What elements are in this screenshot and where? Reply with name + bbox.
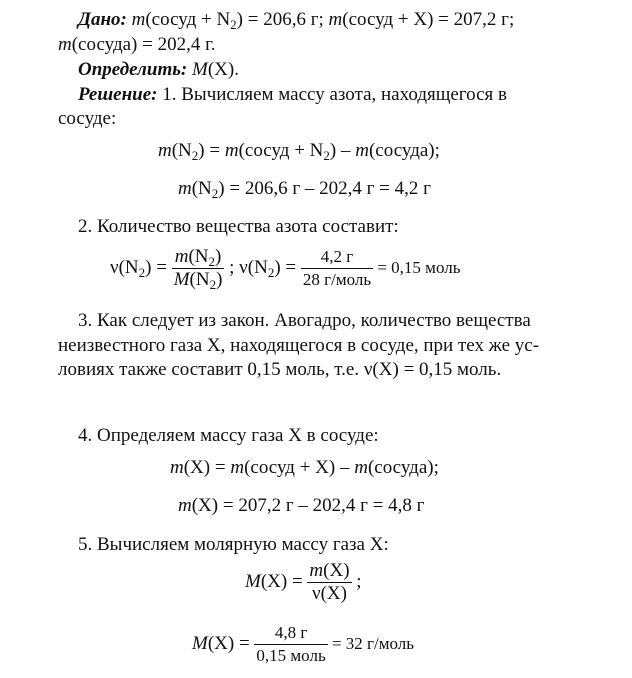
var-M: M (245, 570, 261, 592)
text: 4. Определяем массу газа X в сосуде: (78, 425, 379, 446)
result: = 0,15 моль (373, 257, 461, 277)
given-line-2 (58, 33, 216, 57)
fraction-values (254, 622, 327, 667)
text: (N (189, 269, 210, 290)
fraction-m-over-nu (307, 560, 351, 605)
subscript: 2 (138, 264, 146, 280)
var-m: m (131, 9, 146, 30)
text: 3. Как следует из закон. Авогадро, количество вещества (78, 310, 531, 331)
text: (X) = (207, 632, 250, 654)
solution-line-1 (78, 83, 507, 107)
var-m: m (174, 246, 189, 267)
equation-2 (178, 177, 431, 201)
text: (N (171, 140, 192, 161)
given-label: Дано: (78, 9, 127, 30)
fraction-values (301, 246, 373, 291)
equation-6 (245, 560, 362, 605)
text: (N (191, 178, 212, 199)
text: ловиях также составит 0,15 моль, т.е. ν(X) = 0,15 моль. (58, 359, 502, 380)
text: ) = 206,6 г; (236, 9, 324, 30)
var-m: m (328, 9, 343, 30)
text: ) = 206,6 г – 202,4 г = 4,2 г (218, 178, 431, 199)
step-4 (78, 424, 379, 448)
text: (сосуда) = 202,4 г. (71, 34, 216, 55)
text: (X) (323, 560, 350, 581)
text: ; (351, 570, 362, 592)
solution-line-2 (58, 107, 116, 131)
result: = 32 г/моль (327, 633, 415, 653)
text: 2. Количество вещества азота составит: (78, 216, 399, 237)
equation-4 (170, 456, 439, 480)
text: ) = (274, 256, 297, 278)
var-m: m (158, 140, 172, 161)
subscript: 2 (208, 254, 216, 269)
subscript: 2 (191, 148, 199, 163)
subscript: 2 (323, 148, 330, 163)
text: (сосуда); (368, 140, 440, 161)
text: ν(N (110, 256, 139, 278)
denominator: 0,15 моль (256, 646, 326, 665)
equation-3 (110, 246, 460, 291)
step-3-line-2 (58, 334, 539, 358)
given-line-1 (78, 8, 514, 32)
denominator: 28 г/моль (302, 270, 372, 289)
subscript: 2 (230, 17, 237, 32)
text: (X). (207, 59, 239, 80)
text: (сосуда); (367, 457, 439, 478)
text: (сосуд + N (145, 9, 231, 30)
text: (X) = (260, 570, 303, 592)
var-m: m (354, 457, 368, 478)
text: ) = (145, 256, 167, 278)
var-M: M (173, 269, 190, 290)
var-m: m (178, 178, 192, 199)
equation-1 (158, 139, 440, 163)
text: (сосуд + N (238, 140, 324, 161)
numerator: 4,2 г (320, 247, 354, 266)
text: ; ν(N (224, 256, 268, 278)
var-m: m (224, 140, 239, 161)
var-m: m (58, 34, 72, 55)
numerator: 4,8 г (274, 623, 308, 642)
find-label: Определить: (78, 59, 188, 80)
subscript: 2 (267, 264, 275, 280)
text: ) = (198, 140, 225, 161)
text: ) (216, 269, 223, 290)
text: неизвестного газа X, находящегося в сосуде, при тех же ус- (58, 335, 540, 356)
var-m: m (178, 495, 192, 516)
text: сосуде: (58, 108, 117, 129)
var-m: m (355, 140, 369, 161)
solution-label: Решение: (78, 84, 158, 105)
text: (X) = 207,2 г – 202,4 г = 4,8 г (191, 495, 425, 516)
text: (сосуд + X) = 207,2 г; (342, 9, 515, 30)
step-3-line-3 (58, 358, 501, 382)
text: 1. Вычисляем массу азота, находящегося в (157, 84, 507, 105)
equation-5 (178, 494, 424, 518)
var-m: m (170, 457, 184, 478)
text: ) (215, 246, 222, 267)
var-m: m (230, 457, 245, 478)
text: (X) = (183, 457, 231, 478)
step-2 (78, 215, 399, 239)
denominator: ν(X) (307, 582, 351, 605)
step-3-line-1 (78, 309, 531, 333)
var-M: M (192, 59, 208, 80)
subscript: 2 (209, 277, 217, 292)
var-m: m (309, 560, 324, 581)
subscript: 2 (211, 186, 219, 201)
text: 5. Вычисляем молярную массу газа X: (78, 534, 389, 555)
fraction-m-over-M (172, 246, 225, 291)
equation-7 (192, 622, 414, 667)
step-5 (78, 533, 389, 557)
text: ) – (329, 140, 356, 161)
find-line (78, 58, 239, 82)
text: (N (188, 246, 209, 267)
text: (сосуд + X) – (244, 457, 355, 478)
var-M: M (192, 632, 208, 654)
